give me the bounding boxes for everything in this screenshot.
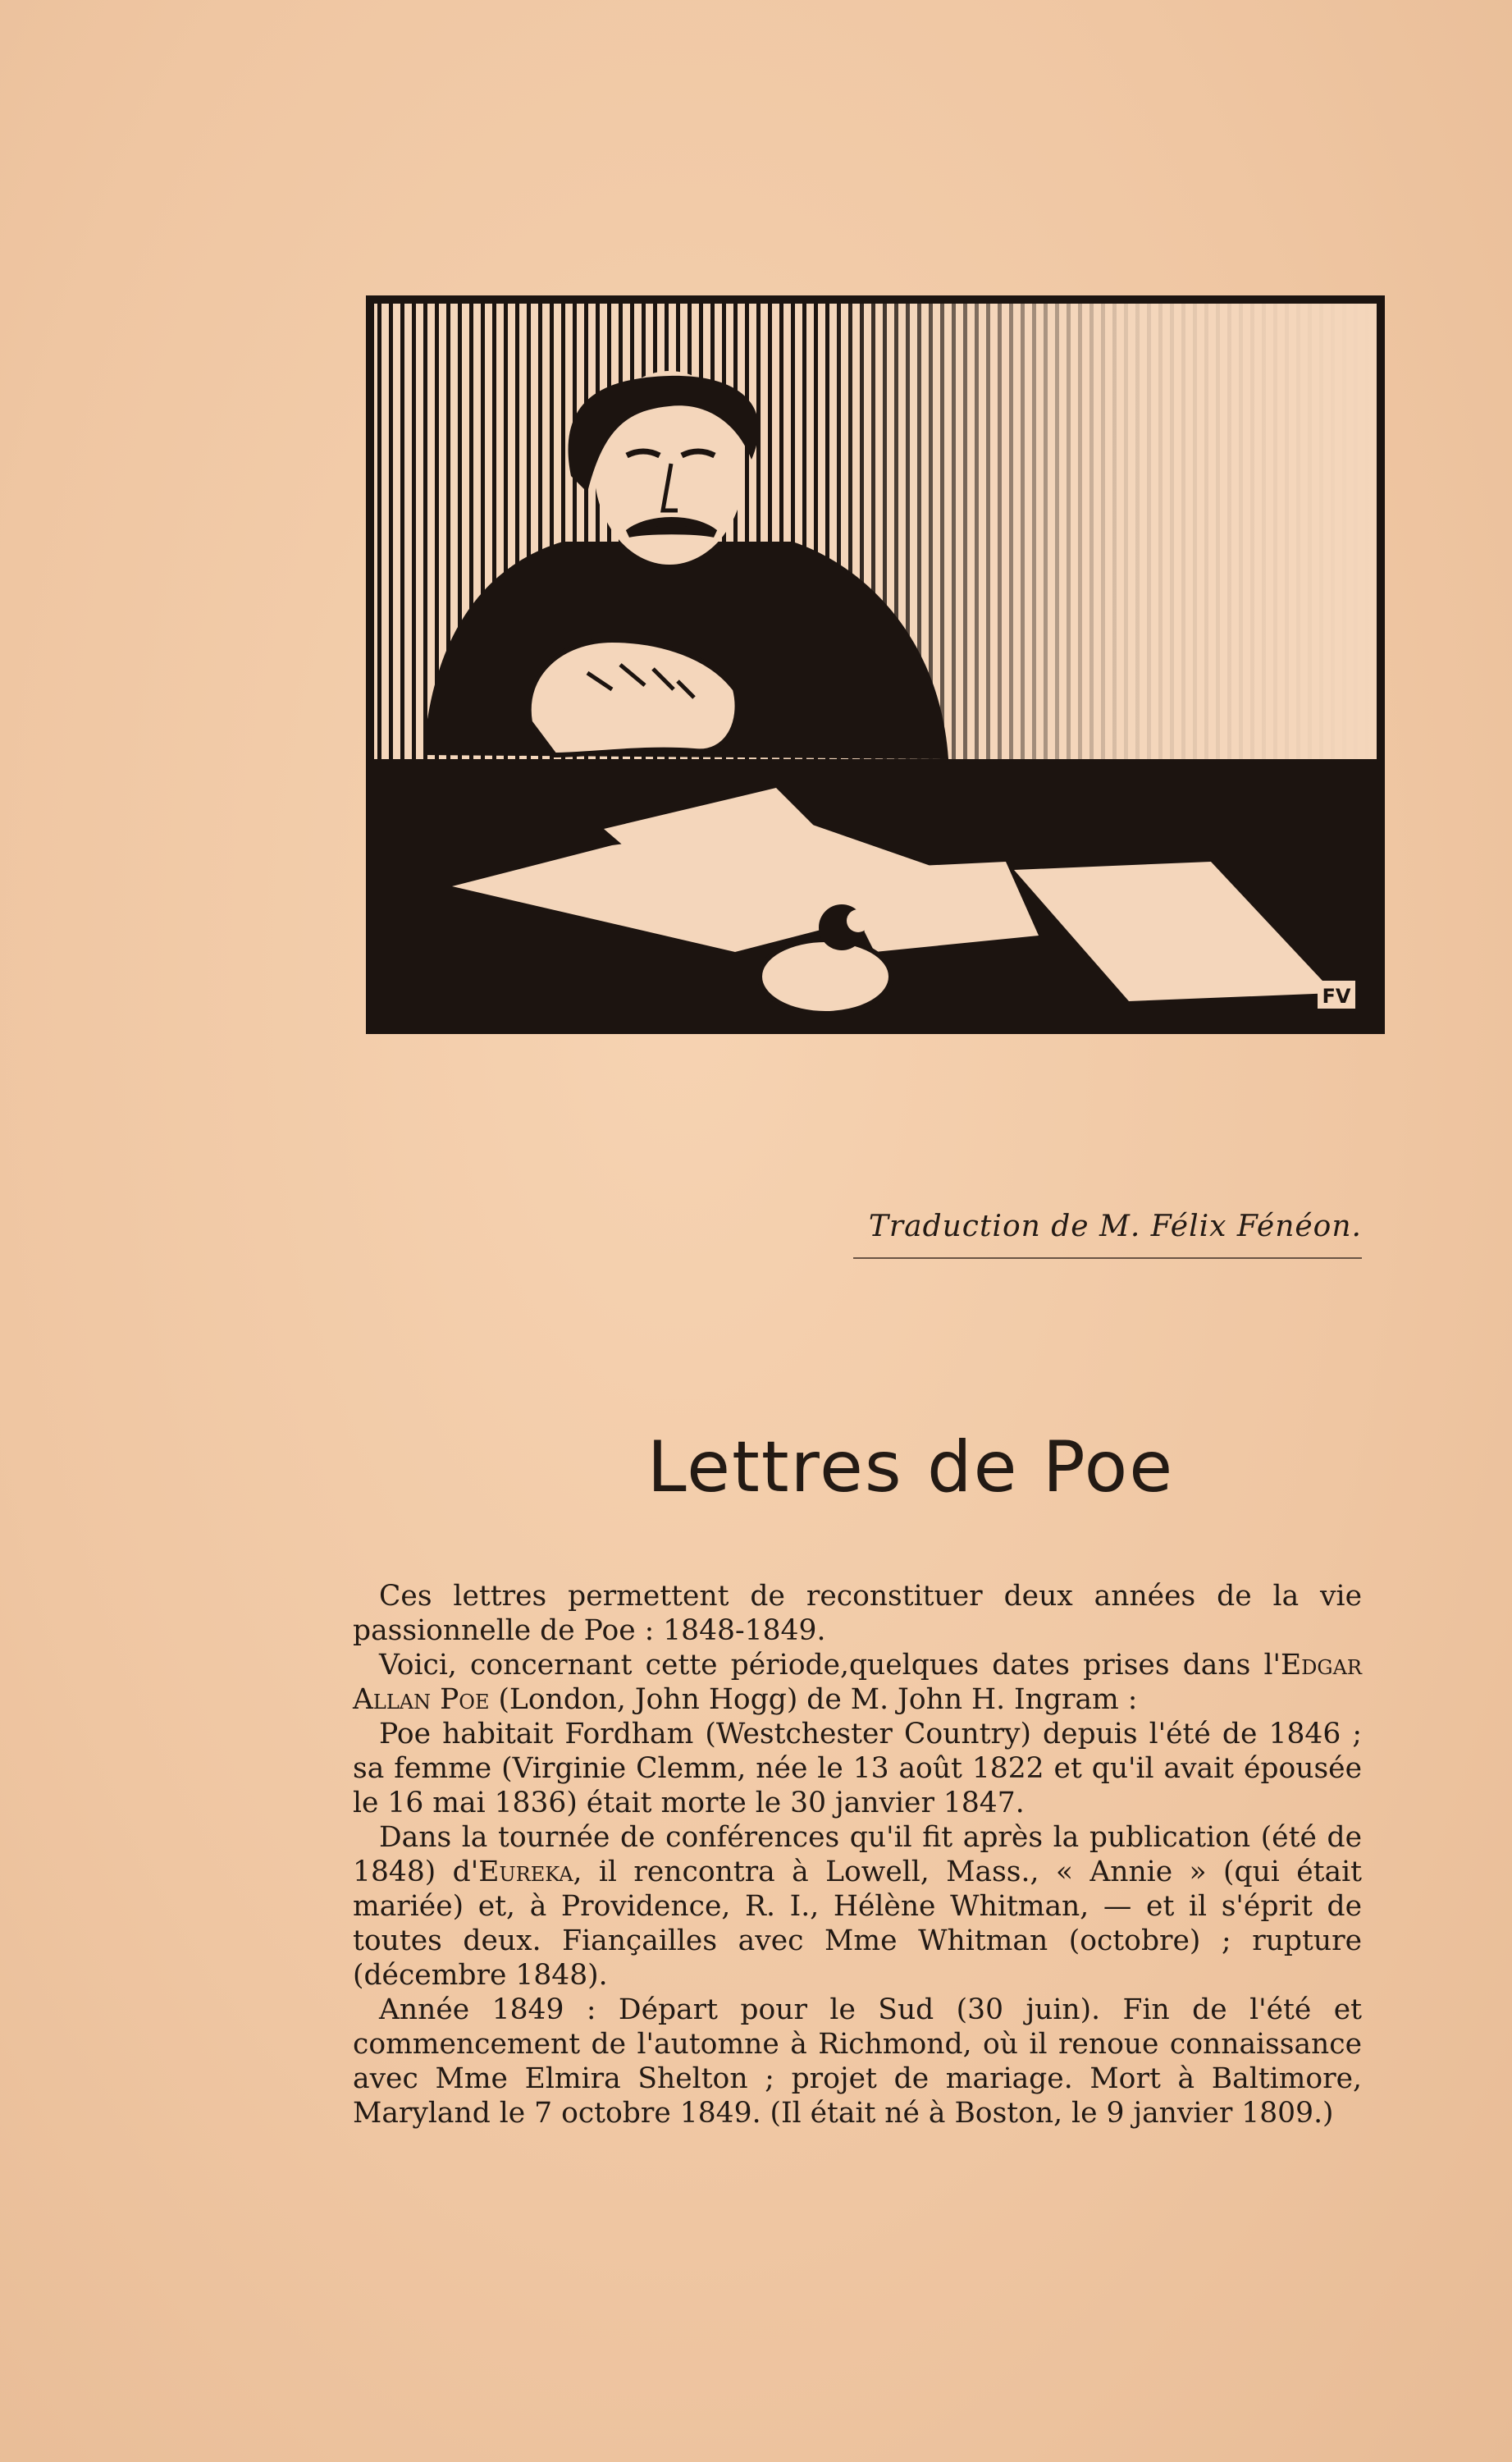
paragraph-2: Voici, concernant cette période,quelques dates prises dans l'Edgar Allan Poe (London, John Hogg) de M. John H. Ingram : <box>353 1649 1362 1716</box>
book-title-smallcaps: Edgar Allan Poe <box>353 1649 1362 1716</box>
eureka-smallcaps: Eureka <box>478 1856 573 1888</box>
paragraph-1: Ces lettres permettent de reconstituer deux années de la vie passionnelle de Poe : 1848-1849. <box>353 1580 1362 1647</box>
paragraph-3: Poe habitait Fordham (Westchester Country) depuis l'été de 1846 ; sa femme (Virginie Clemm, née le 13 août 1822 et qu'il avait épousée le 16 mai 1836) était morte le 30 janvier 1847. <box>353 1718 1362 1819</box>
woodcut-illustration-portrait <box>366 295 1385 1034</box>
monogram-fv: FV <box>1322 985 1351 1008</box>
intro-text <box>353 1579 1362 2130</box>
paragraph-5: Année 1849 : Départ pour le Sud (30 juin). Fin de l'été et commencement de l'automne à Richmond, où il renoue connaissance avec Mme Elmira Shelton ; projet de mariage. Mort à Baltimore, Maryland le 7 octobre 1849. (Il était né à Boston, le 9 janvier 1809.) <box>353 1993 1362 2130</box>
credit-underline <box>853 1257 1362 1259</box>
page-title: Lettres de Poe <box>646 1425 1175 1508</box>
paragraph-4: Dans la tournée de conférences qu'il fit après la publication (été de 1848) d'Eureka, il rencontra à Lowell, Mass., « Annie » (qui était mariée) et, à Providence, R. I., Hélène Whitman, — et il s'éprit de toutes deux. Fiançailles avec Mme Whitman (octobre) ; rupture (décembre 1848). <box>353 1821 1362 1992</box>
inkwell <box>760 940 891 1014</box>
translator-credit: Traduction de M. Félix Fénéon. <box>868 1210 1362 1243</box>
